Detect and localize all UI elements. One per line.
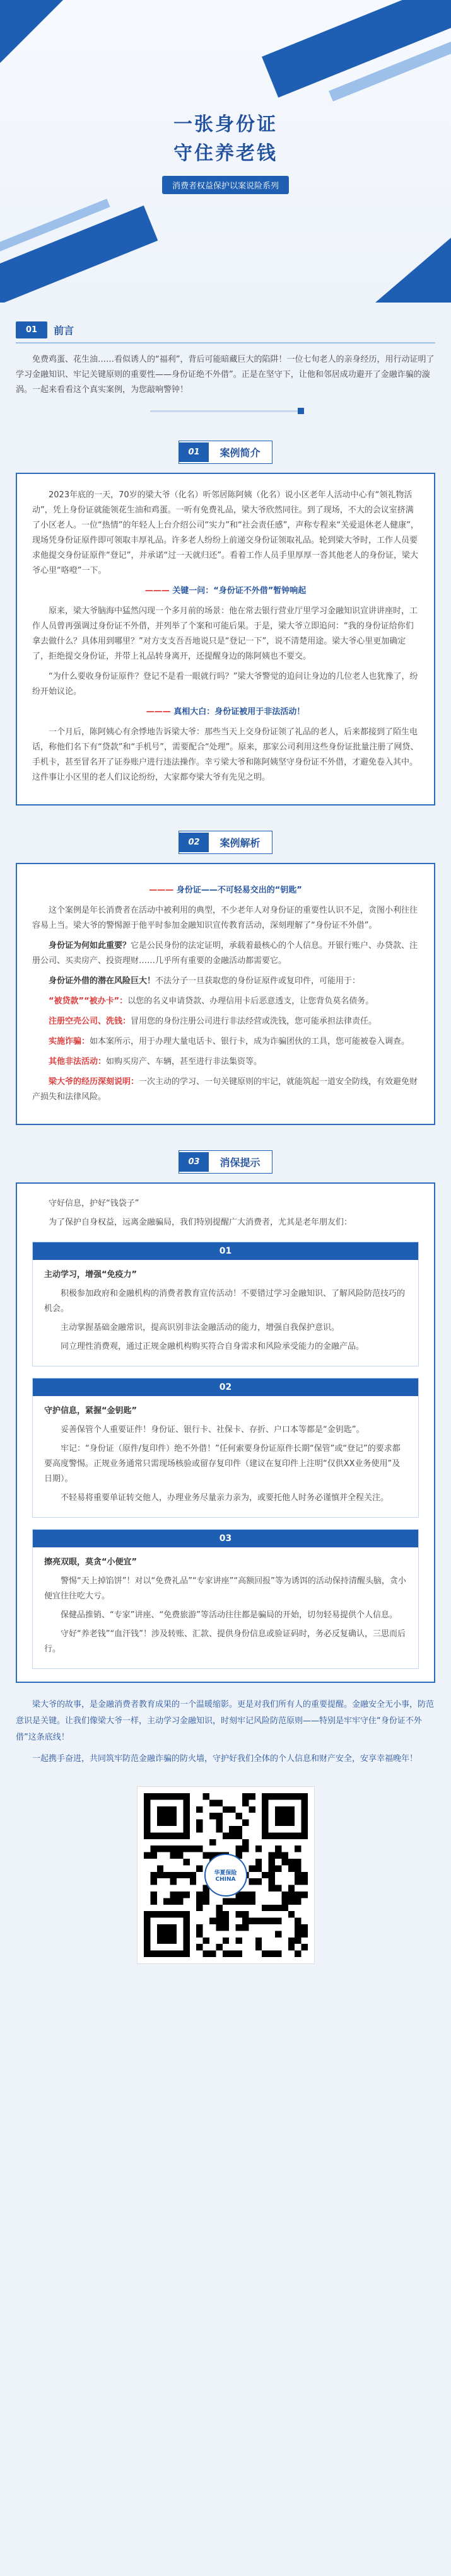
tip-paragraph: 守好“养老钱”“血汗钱”！涉及转账、汇款、提供身份信息或验证码时，务必反复确认，三思而后行。 [44,1629,406,1654]
analysis-qa [32,974,419,989]
case-paragraph: 一个月后，陈阿姨心有余悸地告诉梁大爷：那些当天上交身份证领了礼品的老人，后来都接到了陌生电话，称他们名下有“贷款”和“手机号”，需要配合“处理”。原来，那家公司利用这些身份证批量注册了网贷、手机卡，甚至冒名开了证券账户进行违法操作。幸亏梁大爷和陈阿姨坚守身份证不外借，才避免卷入其中。这件事让小区里的老人们议论纷纷，大家都夸梁大爷有先见之明。 [32,727,419,782]
risk-label: 实施诈骗： [49,1037,90,1046]
tip-paragraph: 同立理性消费观，通过正规金融机构购买符合自身需求和风险承受能力的金融产品。 [61,1342,365,1351]
risk-item [32,994,419,1009]
analysis-subheading-text: 身份证——不可轻易交出的“钥匙” [176,886,302,895]
case-subheading: ——— 关键一问：“身份证不外借”暂钟响起 [144,586,307,596]
tip-block [32,1378,419,1518]
risk-text: 以您的名义申请贷款、办理信用卡后恶意透支，让您背负莫名债务。 [127,996,374,1006]
hero-decoration [375,227,451,303]
tip-paragraph: 牢记：“身份证（原件/复印件）绝不外借！”任何索要身份证原件长期“保管”或“登记”的要求都要高度警惕。正规业务通常只需现场核验或留存复印件（建议在复印件上注明“仅供XX业务使用”及日期）。 [44,1444,401,1484]
risk-item [32,1014,419,1029]
hero-series-tag: 消费者权益保护以案说险系列 [162,176,289,194]
case-subheading-text: 关键一问：“身份证不外借”暂钟响起 [172,586,307,596]
section3-number: 03 [179,1152,208,1172]
hero-banner [0,0,451,303]
analysis-qa [32,939,419,969]
analysis-question: 身份证为何如此重要？ [49,941,131,950]
preface-divider [16,342,435,344]
risk-text: 如本案所示，用于办理大量电话卡、银行卡，成为诈骗团伙的工具，您可能被卷入调查。 [90,1037,410,1046]
progress-knob [298,408,304,414]
case-paragraph: 原来，梁大爷脑海中猛然闪现一个多月前的场景：他在常去银行营业厅里学习金融知识宣讲讲座时，工作人员曾再强调过身份证不外借，并列举了个案和可能后果。于是，梁大爷立即追问：“我的身份证给你们拿去做什么？具体用到哪里？”对方支支吾吾地说只是“登记一下”，说不清楚用途。梁大爷心里更加确定了，拒绝提交身份证，并带上礼品转身离开，还提醒身边的陈阿姨也不要交。 [32,606,418,661]
hero-title-line1: 一张身份证 [173,113,278,136]
closing-paragraph: 一起携手奋进，共同筑牢防范金融诈骗的防火墙，守护好我们全体的个人信息和财产安全，安享幸福晚年！ [32,1754,418,1764]
preface-number: 01 [16,321,47,338]
tips-opening: 为了保护自身权益，远离金融骗局，我们特别提醒广大消费者，尤其是老年朋友们： [49,1218,353,1227]
risk-text: 如购买房产、车辆，甚至进行非法集资等。 [106,1057,262,1066]
section3-title: 消保提示 [220,1157,261,1169]
tips-opening: 守好信息，护好“钱袋子” [49,1199,139,1208]
hero-decoration [0,0,63,63]
preface-text: 免费鸡蛋、花生油……看似诱人的“福利”，背后可能暗藏巨大的陷阱！一位七旬老人的亲身经历，用行动证明了学习金融知识、牢记关键原则的重要性——身份证绝不外借”。正是在坚守下，让他和邻居成功避开了金融诈骗的漩涡。一起来看看这个真实案例，为您敲响警钟！ [16,355,435,395]
preface-title: 前言 [54,325,74,337]
tip-paragraph: 积极参加政府和金融机构的消费者教育宣传活动！不要错过学习金融知识、了解风险防范技巧的机会。 [44,1289,406,1314]
tip-paragraph: 不轻易将重要单证转交他人，办理业务尽量亲力亲为，或要托他人时务必谨慎并全程关注。 [61,1493,389,1503]
tip-heading: 守护信息，紧握“金钥匙” [44,1406,138,1416]
analysis-paragraph: 这个案例是年长消费者在活动中被利用的典型，不少老年人对身份证的重要性认识不足，贪图小利往往容易上当。梁大爷的警惕源于他平时参加金融知识宣传教育活动，深刻理解了“身份证不外借”。 [32,906,418,930]
tip-paragraph: 保健品推销、“专家”讲座、“免费旅游”等活动往往都是骗局的开始，切勿轻易提供个人信息。 [61,1610,397,1620]
case-subheading-text: 真相大白：身份证被用于非法活动！ [173,707,305,717]
conclusion-label: 梁大爷的经历深刻说明： [49,1077,139,1087]
section1-card [16,473,435,806]
preface-heading [16,321,435,338]
section3-heading [0,1150,451,1174]
risk-item [32,1034,419,1049]
section3-card [16,1182,435,1683]
section1-number: 01 [179,442,208,462]
case-paragraph: 2023年底的一天，70岁的梁大爷（化名）听邻居陈阿姨（化名）说小区老年人活动中心有“领礼物活动”，凭上身份证就能领花生油和鸡蛋。一听有免费礼品，梁大爷欣然同往。到了现场，不大的会议室挤满了小区老人。一位“热情”的年轻人上台介绍公司“实力”和“社会责任感”，声称专程来“关爱退休老人健康”，现场凭身份证原件即可领取丰厚礼品。许多老人纷纷上前递交身份证领取礼品。轮到梁大爷时，工作人员要求他提交身份证原件“登记”，并承诺“过一天就归还”。看着工作人员手里厚厚一沓其他老人的身份证，梁大爷心里“咯噔”一下。 [32,490,419,575]
risk-label: 注册空壳公司、洗钱： [49,1017,131,1026]
qr-section [0,1786,451,1985]
section1-title: 案例简介 [220,447,261,459]
preface-text-block [16,352,435,398]
qr-code[interactable] [137,1786,315,1964]
analysis-question: 身份证外借的潜在风险巨大！ [49,976,156,986]
tip-heading: 擦亮双眼，莫贪“小便宜” [44,1557,138,1567]
risk-label: 其他非法活动： [49,1057,107,1066]
analysis-conclusion [32,1075,419,1105]
tip-block [32,1529,419,1669]
hero-decoration [0,205,158,303]
tip-block [32,1242,419,1366]
tip-paragraph: 警惕“天上掉馅饼”！对以“免费礼品”“专家讲座”“高额回报”等为诱饵的活动保持清醒头脑，贪小便宜往往吃大亏。 [44,1576,406,1601]
logo-text: CHINA [215,1876,236,1883]
risk-item [32,1054,419,1070]
tip-number: 02 [33,1378,418,1396]
analysis-answer: 它是公民身份的法定证明，承载着最核心的个人信息。开银行账户、办贷款、注册公司、买卖房产、投资理财……几乎所有重要的金融活动都需要它。 [32,941,418,966]
section2-title: 案例解析 [220,837,261,849]
section2-number: 02 [179,833,208,852]
case-paragraph: “为什么要收身份证原件？登记不是看一眼就行吗？”梁大爷警觉的追问让身边的几位老人也犹豫了，纷纷开始议论。 [32,672,418,696]
section2-card [16,863,435,1125]
tip-number: 03 [33,1530,418,1547]
analysis-answer: 不法分子一旦获取您的身份证原件或复印件，可能用于： [155,976,361,986]
closing-paragraph: 梁大爷的故事，是金融消费者教育成果的一个温暖缩影。更是对我们所有人的重要提醒。金融安全无小事，防范意识是关键。让我们像梁大爷一样，主动学习金融知识，时刻牢记风险防范原则——特别是牢牢守住“身份证不外借”这条底线！ [16,1700,435,1742]
logo-text: 华夏保险 [214,1869,237,1876]
case-subheading: ——— 真相大白：身份证被用于非法活动！ [146,707,305,717]
brand-logo-icon [204,1854,247,1897]
tip-heading: 主动学习，增强“免疫力” [44,1270,138,1279]
risk-label: “被贷款”“被办卡”： [49,996,128,1006]
hero-title-line2: 守住养老钱 [173,142,278,165]
analysis-subheading: ——— 身份证——不可轻易交出的“钥匙” [149,886,302,895]
section2-heading [0,831,451,854]
closing-text [16,1697,435,1767]
decorative-progress-line [150,410,302,412]
tip-paragraph: 主动掌握基础金融常识，提高识别非法金融活动的能力，增强自我保护意识。 [61,1323,340,1332]
risk-text: 冒用您的身份注册公司进行非法经营或洗钱，您可能承担法律责任。 [131,1017,377,1026]
tip-number: 01 [33,1242,418,1260]
tip-paragraph: 妥善保管个人重要证件！身份证、银行卡、社保卡、存折、户口本等都是“金钥匙”。 [61,1425,365,1435]
conclusion-text: 一次主动的学习、一句关键原则的牢记，就能筑起一道安全防线，有效避免财产损失和法律风险。 [32,1077,418,1102]
section1-heading [0,441,451,464]
